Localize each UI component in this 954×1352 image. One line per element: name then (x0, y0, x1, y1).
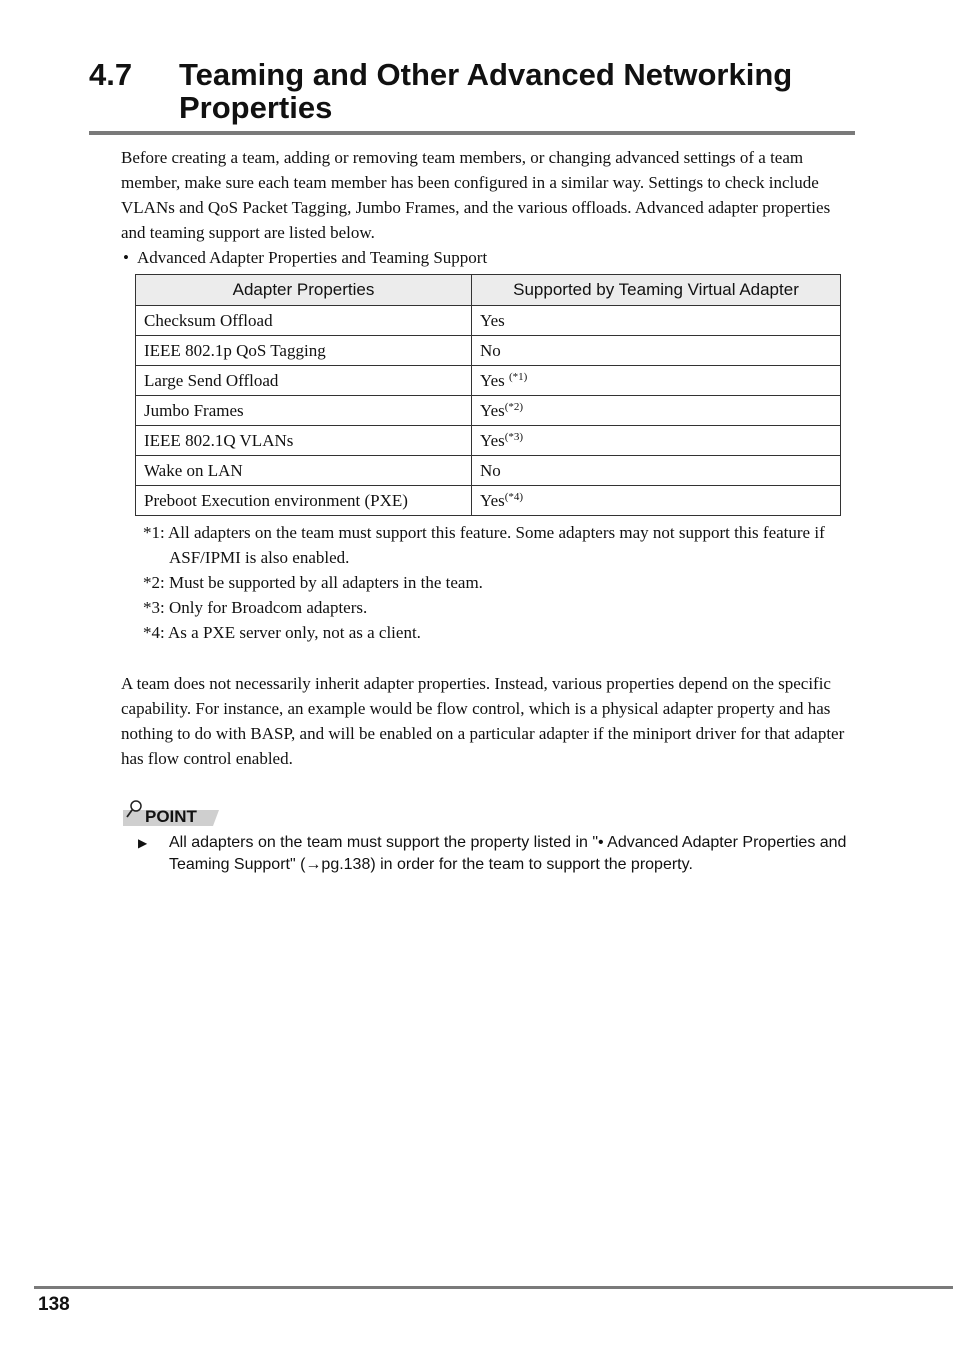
support-cell: No (472, 336, 841, 366)
heading-divider (89, 131, 855, 135)
footnote: *2: Must be supported by all adapters in the team. (143, 573, 483, 592)
table-footnotes (143, 520, 843, 645)
property-cell: Large Send Offload (136, 366, 472, 396)
point-label: POINT (145, 807, 197, 826)
section-title: Teaming and Other Advanced Networking Properties (179, 57, 793, 125)
table-row (136, 456, 841, 486)
support-cell: Yes $^{(*1)}$ (472, 366, 841, 396)
table-row (136, 306, 841, 336)
table-row (136, 336, 841, 366)
property-cell: Checksum Offload (136, 306, 472, 336)
body-paragraph: A team does not necessarily inherit adapter properties. Instead, various properties depend on the specific capability. For instance, an example would be flow control, which is a physical adapter property and has nothing to do with BASP, and will be enabled on a particular adapter if the miniport driver for that adapter has flow control enabled. (121, 674, 845, 768)
property-cell: Jumbo Frames (136, 396, 472, 426)
support-cell: Yes (472, 306, 841, 336)
footnote: *1: All adapters on the team must support this feature. Some adapters may not support this feature if ASF/IPMI is also enabled. (143, 523, 825, 567)
footnote: *4: As a PXE server only, not as a client. (143, 623, 421, 642)
property-cell: IEEE 802.1Q VLANs (136, 426, 472, 456)
intro-paragraph: Before creating a team, adding or removing team members, or changing advanced settings of a team member, make sure each team member has been configured in a similar way. Settings to check include VLANs and QoS Packet Tagging, Jumbo Frames, and the various offloads. Advanced adapter properties and teaming support are listed below. (121, 148, 831, 242)
table-row (136, 366, 841, 396)
footnote-ref: (*1) (509, 370, 528, 383)
support-cell: Yes$^{(*3)}$ (472, 426, 841, 456)
support-cell: Yes$^{(*2)}$ (472, 396, 841, 426)
table-row (136, 486, 841, 516)
property-cell: Preboot Execution environment (PXE) (136, 486, 472, 516)
point-badge (121, 800, 221, 828)
support-cell: Yes$^{(*4)}$ (472, 486, 841, 516)
table-caption (123, 245, 487, 270)
table-row (136, 396, 841, 426)
footnote-ref: (*2) (504, 400, 524, 413)
footnote: *3: Only for Broadcom adapters. (143, 598, 368, 617)
column-header-support: Supported by Teaming Virtual Adapter (472, 275, 841, 306)
property-cell: Wake on LAN (136, 456, 472, 486)
table-row (136, 426, 841, 456)
bullet-icon: • (123, 248, 129, 267)
adapter-properties-table (135, 274, 841, 516)
property-cell: IEEE 802.1p QoS Tagging (136, 336, 472, 366)
triangle-right-icon: ▶ (138, 836, 148, 850)
column-header-properties: Adapter Properties (136, 275, 472, 306)
page-number: 138 (38, 1294, 70, 1315)
support-cell: No (472, 456, 841, 486)
table-header-row (136, 275, 841, 306)
footer-divider (34, 1286, 953, 1289)
footnote-ref: (*4) (504, 490, 524, 503)
section-number: 4.7 (89, 57, 133, 92)
point-text: All adapters on the team must support the property listed in "• Advanced Adapter Properties and Teaming Support" (→pg.138) in order for the team to support the property. (169, 834, 847, 873)
table-caption-text: Advanced Adapter Properties and Teaming Support (136, 248, 488, 267)
footnote-ref: (*3) (504, 430, 524, 443)
